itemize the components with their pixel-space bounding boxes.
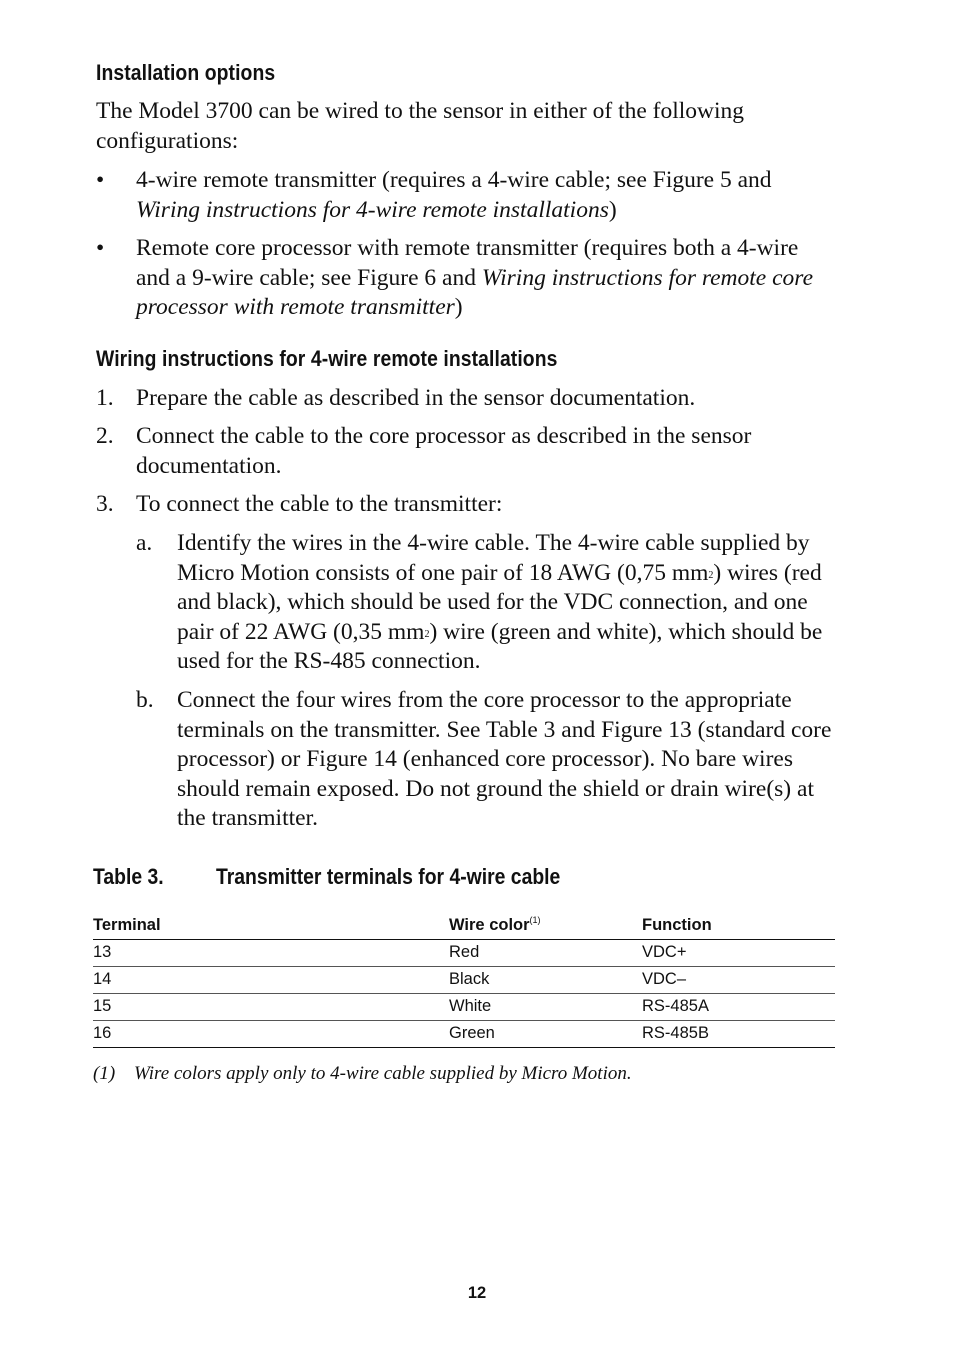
table-title: Transmitter terminals for 4-wire cable xyxy=(216,864,561,889)
terminals-table xyxy=(93,913,835,1048)
table-row xyxy=(93,1021,835,1048)
column-header-terminal: Terminal xyxy=(93,913,449,940)
step-number: 3. xyxy=(96,491,114,517)
table-header-row xyxy=(93,913,835,940)
bullet-marker: • xyxy=(96,235,105,261)
table-row xyxy=(93,994,835,1021)
wire-color-cell: White xyxy=(449,994,642,1021)
terminal-cell: 14 xyxy=(93,967,449,994)
terminal-cell: 16 xyxy=(93,1021,449,1048)
step-number: 2. xyxy=(96,423,114,449)
substep-text: Identify the wires in the 4-wire cable. The 4-wire cable supplied by Micro Motion consists of one pair of 18 AWG (0,75 $mm^2$) wires (red and black), which should be used for the VDC connection, and one pair of 22 AWG (0,35 $mm^2$) wire (green and white), which should be used for the RS-485 connection. xyxy=(177,530,823,674)
wire-color-cell: Red xyxy=(449,940,642,967)
function-cell: RS-485A xyxy=(642,994,835,1021)
step-number: 1. xyxy=(96,385,114,411)
table-label: Table 3. xyxy=(93,864,164,889)
terminal-cell: 13 xyxy=(93,940,449,967)
section-heading-wiring-instructions: Wiring instructions for 4-wire remote installations xyxy=(96,346,558,371)
wire-color-cell: Green xyxy=(449,1021,642,1048)
page-number: 12 xyxy=(467,1284,487,1302)
function-cell: RS-485B xyxy=(642,1021,835,1048)
wire-color-cell: Black xyxy=(449,967,642,994)
bullet-marker: • xyxy=(96,167,105,193)
table-row xyxy=(93,940,835,967)
substep-letter: b. xyxy=(136,687,154,713)
step-text: Prepare the cable as described in the sensor documentation. xyxy=(136,385,696,411)
bullet-item: Remote core processor with remote transmitter (requires both a 4-wire and a 9-wire cable; see Figure 6 and Wiring instructions for remote core processor with remote transmitter) xyxy=(136,235,814,320)
table-row xyxy=(93,967,835,994)
bullet-item: 4-wire remote transmitter (requires a 4-wire cable; see Figure 5 and Wiring instructions for 4-wire remote installations) xyxy=(136,167,772,223)
step-text: Connect the cable to the core processor as described in the sensor documentation. xyxy=(136,423,752,479)
intro-paragraph: The Model 3700 can be wired to the sensor in either of the following configurations: xyxy=(96,98,745,154)
step-text: To connect the cable to the transmitter: xyxy=(136,491,503,517)
substep-letter: a. xyxy=(136,530,153,556)
function-cell: VDC– xyxy=(642,967,835,994)
table-footnote: (1) Wire colors apply only to 4-wire cable supplied by Micro Motion. xyxy=(93,1063,632,1084)
column-header-function: Function xyxy=(642,913,835,940)
substep-text: Connect the four wires from the core processor to the appropriate terminals on the transmitter. See Table 3 and Figure 13 (standard core processor) or Figure 14 (enhanced core processor). No bare wires should remain exposed. Do not ground the shield or drain wire(s) at the transmitter. xyxy=(177,687,832,831)
function-cell: VDC+ xyxy=(642,940,835,967)
terminal-cell: 15 xyxy=(93,994,449,1021)
section-heading-installation-options: Installation options xyxy=(96,60,276,85)
column-header-wire-color: Wire color$^{(1)}$ xyxy=(449,913,642,940)
